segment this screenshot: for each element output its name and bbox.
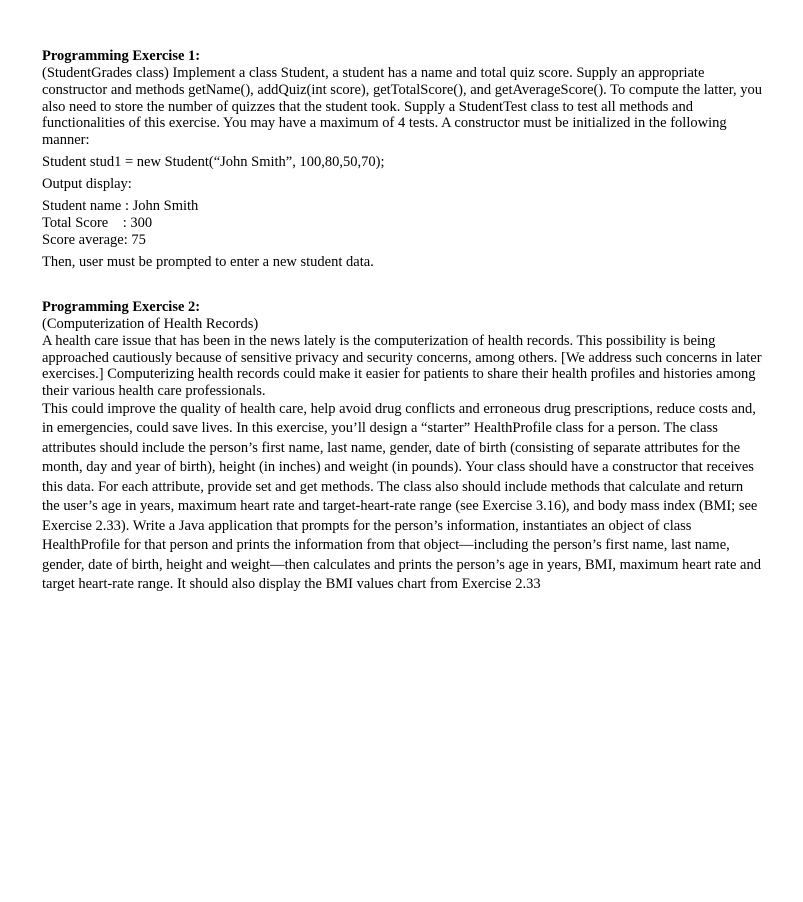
exercise-2-paragraph-1: A health care issue that has been in the news lately is the computerization of health records. This possibility is being approached cautiously because of sensitive privacy and security concerns, among others. [We address such concerns in later exercises.] Computerizing health records could make it easier for patients to share their health profiles and histories among their various health care professionals. bbox=[42, 332, 762, 400]
exercise-1-section bbox=[42, 48, 762, 271]
document-page bbox=[42, 48, 762, 595]
exercise-1-description: (StudentGrades class) Implement a class Student, a student has a name and total quiz score. Supply an appropriate constructor and methods getName(), addQuiz(int score), getTotalScore(), and getAverageScore(). To compute the latter, you also need to store the number of quizzes that the student took. Supply a StudentTest class to test all methods and functionalities of this exercise. You may have a maximum of 4 tests. A constructor must be initialized in the following manner: bbox=[42, 65, 762, 149]
output-line-total: Total Score : 300 bbox=[42, 214, 153, 231]
exercise-2-heading: Programming Exercise 2: bbox=[42, 298, 201, 315]
exercise-2-paragraph-2: This could improve the quality of health care, help avoid drug conflicts and erroneous drug prescriptions, reduce costs and, in emergencies, could save lives. In this exercise, you’ll design a “starter” HealthProfile class for a person. The class attributes should include the person’s first name, last name, gender, date of birth (consisting of separate attributes for the month, day and year of birth), height (in inches) and weight (in pounds). Your class should have a constructor that receives this data. For each attribute, provide set and get methods. The class also should include methods that calculate and return the user’s age in years, maximum heart rate and target-heart-rate range (see Exercise 3.16), and body mass index (BMI; see Exercise 2.33). Write a Java application that prompts for the person’s information, instantiates an object of class HealthProfile for that person and prints the information from that object—including the person’s first name, last name, gender, date of birth, height and weight—then calculates and prints the person’s age in years, BMI, maximum heart rate and target heart-rate range. It should also display the BMI values chart from Exercise 2.33 bbox=[42, 400, 761, 593]
prompt-instruction: Then, user must be prompted to enter a new student data. bbox=[42, 253, 374, 270]
output-line-average: Score average: 75 bbox=[42, 231, 146, 248]
exercise-2-section bbox=[42, 299, 762, 595]
constructor-example: Student stud1 = new Student(“John Smith”, 100,80,50,70); bbox=[42, 153, 385, 170]
output-label: Output display: bbox=[42, 175, 132, 192]
output-line-name: Student name : John Smith bbox=[42, 197, 199, 214]
exercise-1-heading: Programming Exercise 1: bbox=[42, 48, 201, 64]
exercise-2-subtitle: (Computerization of Health Records) bbox=[42, 315, 259, 332]
